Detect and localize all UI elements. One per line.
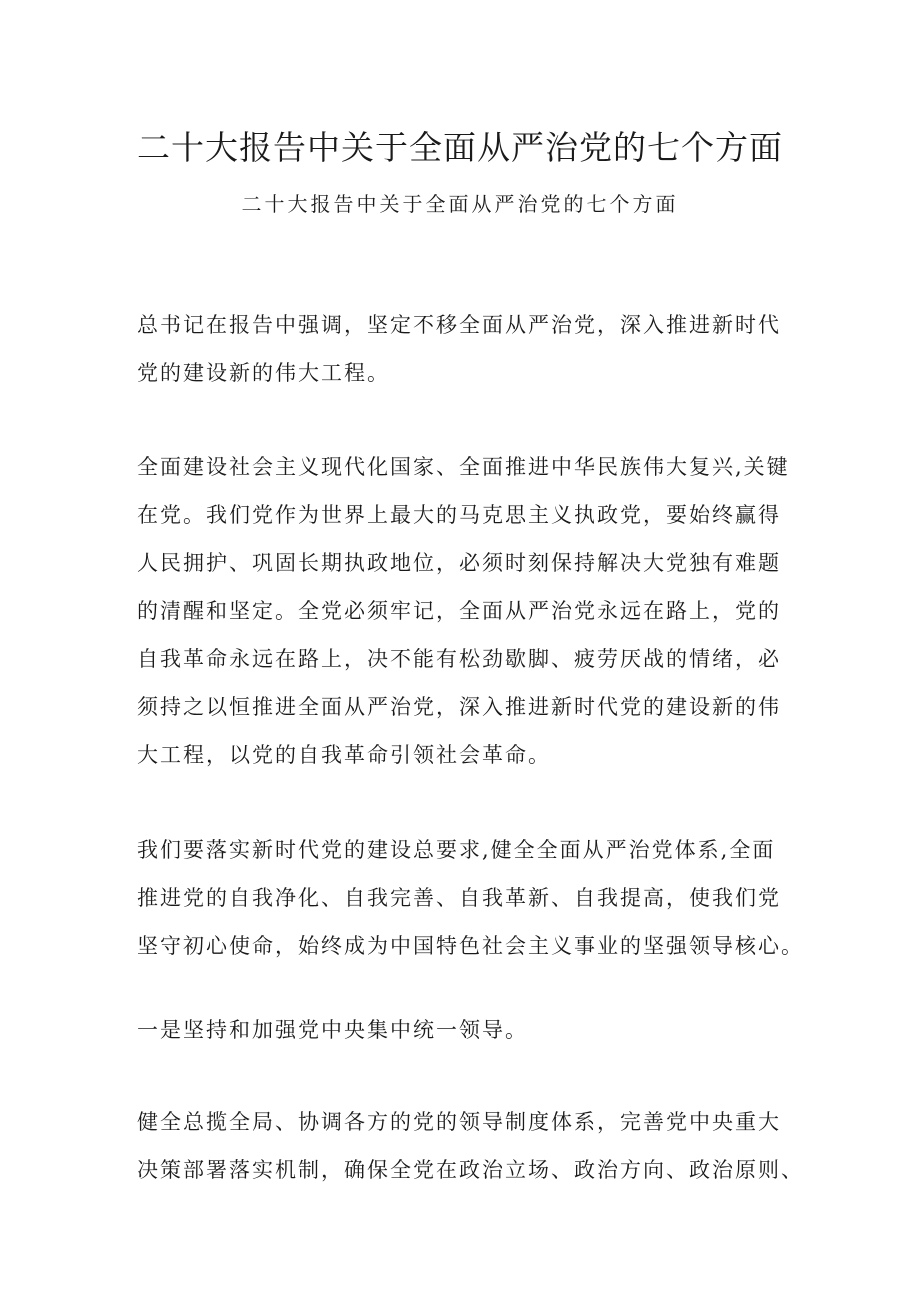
document-title: 二十大报告中关于全面从严治党的七个方面 (137, 128, 783, 167)
paragraph-line: 总书记在报告中强调，坚定不移全面从严治党，深入推进新时代 (137, 313, 781, 337)
paragraph-line: 我们要落实新时代党的建设总要求,健全全面从严治党体系,全面 (137, 838, 776, 862)
paragraph-line: 一是坚持和加强党中央集中统一领导。 (137, 1018, 528, 1042)
paragraph-line: 大工程，以党的自我革命引领社会革命。 (137, 743, 551, 767)
paragraph-1 (137, 301, 797, 397)
paragraph-3 (137, 826, 804, 970)
paragraph-line: 推进党的自我净化、自我完善、自我革新、自我提高，使我们党 (137, 886, 781, 910)
paragraph-line: 党的建设新的伟大工程。 (137, 361, 390, 385)
paragraph-line: 健全总揽全局、协调各方的党的领导制度体系，完善党中央重大 (137, 1110, 781, 1134)
paragraph-line: 决策部署落实机制，确保全党在政治立场、政治方向、政治原则、 (137, 1158, 804, 1182)
paragraph-line: 自我革命永远在路上，决不能有松劲歇脚、疲劳厌战的情绪，必 (137, 647, 781, 671)
paragraph-2 (137, 443, 797, 779)
paragraph-line: 人民拥护、巩固长期执政地位，必须时刻保持解决大党独有难题 (137, 551, 781, 575)
paragraph-line: 坚守初心使命，始终成为中国特色社会主义事业的坚强领导核心。 (137, 934, 804, 958)
paragraph-line: 全面建设社会主义现代化国家、全面推进中华民族伟大复兴,关键 (137, 455, 790, 479)
paragraph-line: 在党。我们党作为世界上最大的马克思主义执政党，要始终赢得 (137, 503, 781, 527)
paragraph-5 (137, 1098, 804, 1194)
section-heading-1 (137, 1006, 797, 1054)
paragraph-line: 须持之以恒推进全面从严治党，深入推进新时代党的建设新的伟 (137, 695, 781, 719)
document-subtitle: 二十大报告中关于全面从严治党的七个方面 (241, 192, 679, 216)
paragraph-line: 的清醒和坚定。全党必须牢记，全面从严治党永远在路上，党的 (137, 599, 781, 623)
